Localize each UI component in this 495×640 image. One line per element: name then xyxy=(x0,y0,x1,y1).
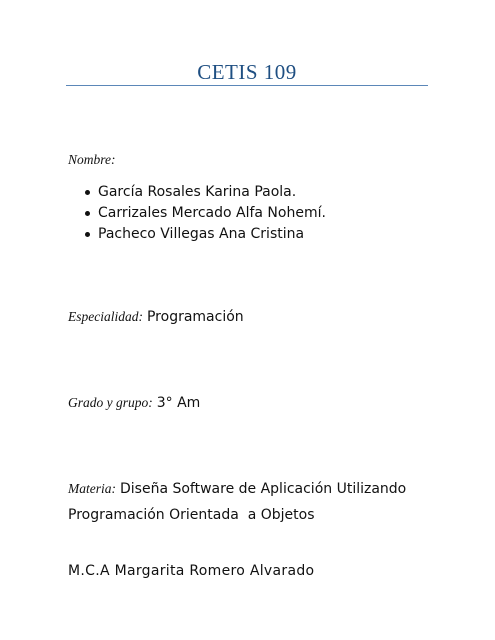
bullet-icon xyxy=(85,232,90,237)
materia-label: Materia: xyxy=(68,481,116,496)
student-name: Pacheco Villegas Ana Cristina xyxy=(98,226,305,242)
list-item xyxy=(82,203,326,224)
materia-value-line2: Programación Orientada a Objetos xyxy=(68,507,315,523)
materia-row xyxy=(68,476,406,502)
bullet-icon xyxy=(85,190,90,195)
grado-label: Grado y grupo: xyxy=(68,395,153,410)
student-name: Carrizales Mercado Alfa Nohemí. xyxy=(98,205,326,221)
student-names-list xyxy=(82,182,326,245)
grado-value: 3° Am xyxy=(156,395,201,411)
especialidad-row xyxy=(68,304,244,330)
student-name: García Rosales Karina Paola. xyxy=(98,184,297,200)
teacher-name: M.C.A Margarita Romero Alvarado xyxy=(68,563,315,579)
page-title: CETIS 109 xyxy=(197,60,297,84)
especialidad-label: Especialidad: xyxy=(68,309,143,324)
list-item xyxy=(82,182,326,203)
grado-row xyxy=(68,390,200,416)
materia-value-line1: Diseña Software de Aplicación Utilizando xyxy=(120,481,407,497)
especialidad-value: Programación xyxy=(146,309,244,325)
nombre-label: Nombre: xyxy=(68,152,116,167)
list-item xyxy=(82,224,326,245)
bullet-icon xyxy=(85,211,90,216)
title-underline xyxy=(66,85,428,86)
